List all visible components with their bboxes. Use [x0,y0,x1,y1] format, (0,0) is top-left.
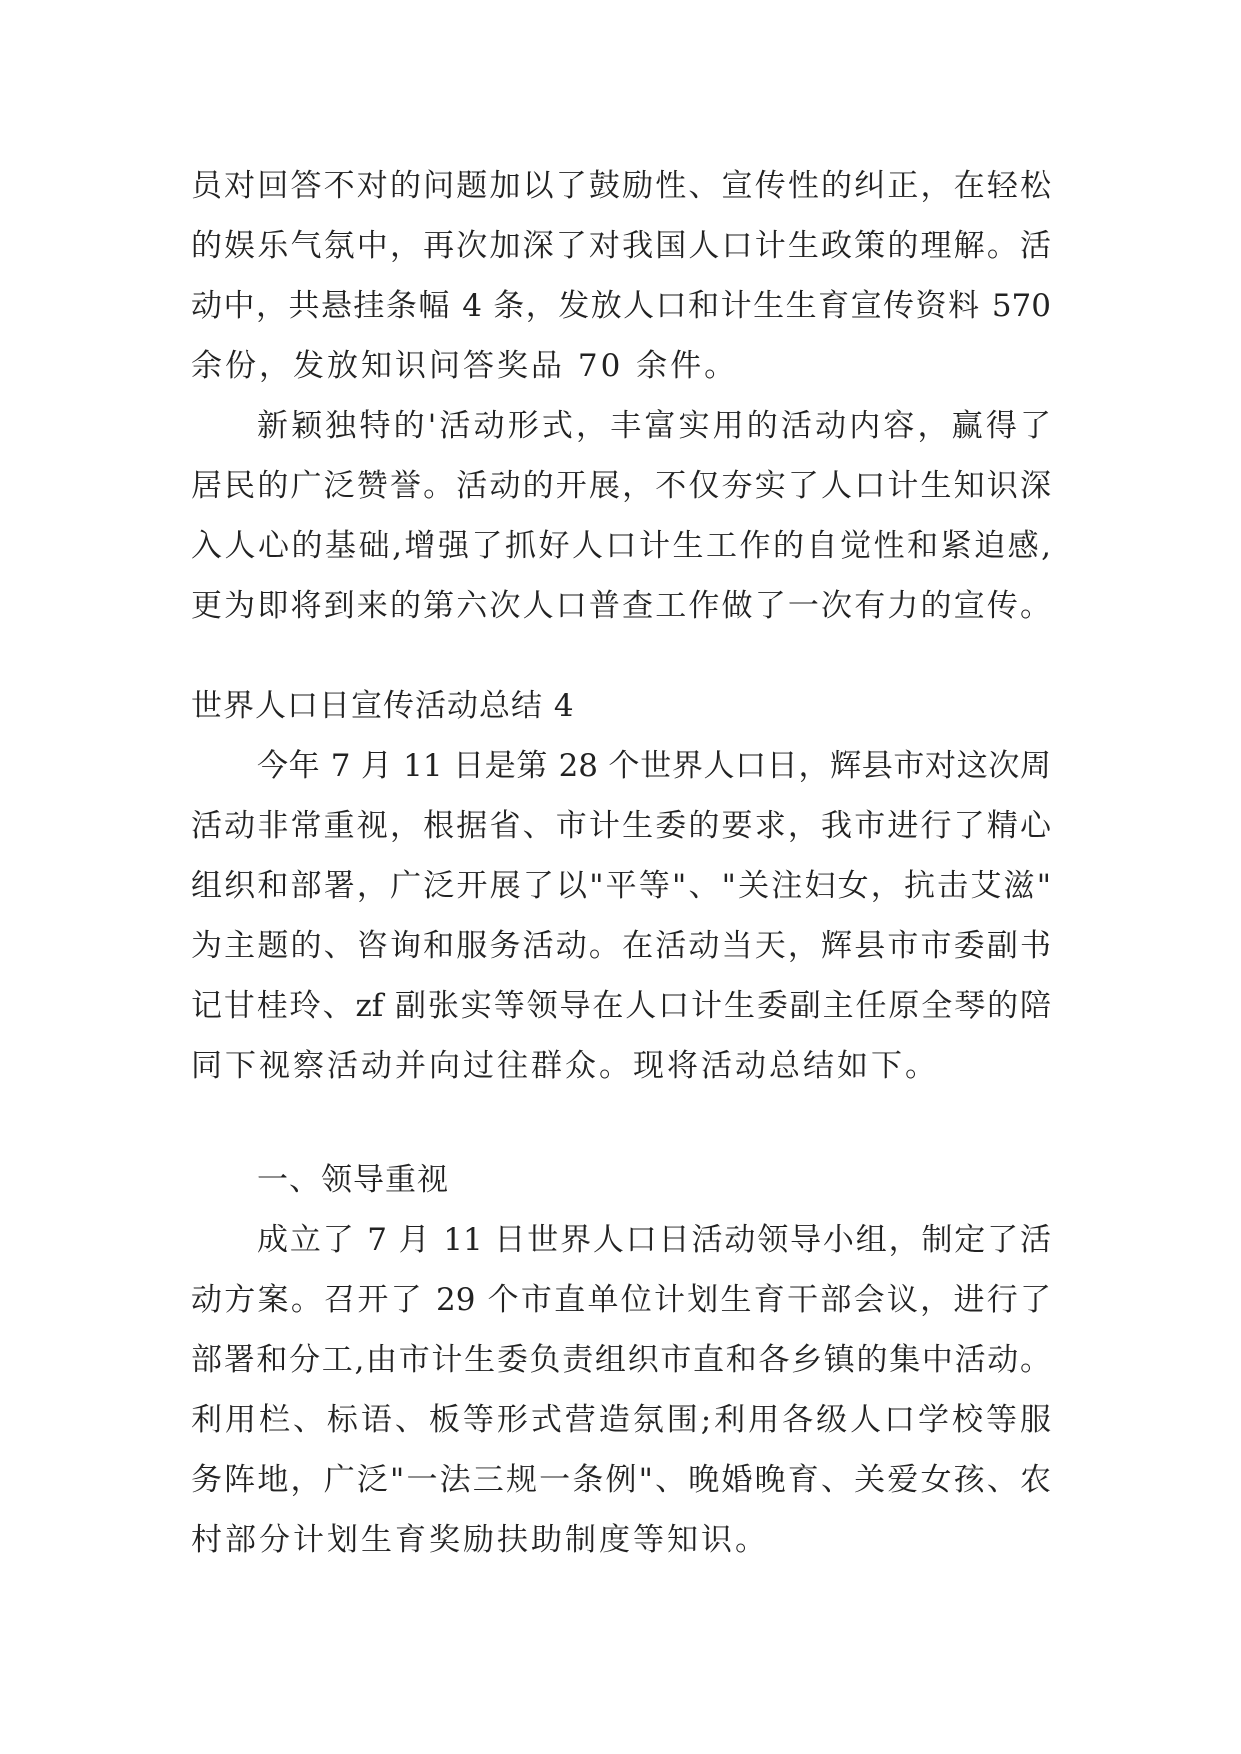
paragraph-3-line-3: 组织和部署，广泛开展了以"平等"、"关注妇女，抗击艾滋" [191,868,1051,904]
paragraph-1-line-2: 的娱乐气氛中，再次加深了对我国人口计生政策的理解。活 [191,228,1051,264]
paragraph-1-line-3: 动中，共悬挂条幅 4 条，发放人口和计生生育宣传资料 570 [191,288,1051,324]
paragraph-2-line-4: 更为即将到来的第六次人口普查工作做了一次有力的宣传。 [191,588,1051,624]
paragraph-2-line-1: 新颖独特的'活动形式，丰富实用的活动内容，赢得了 [257,408,1051,444]
paragraph-4-line-4: 利用栏、标语、板等形式营造氛围;利用各级人口学校等服 [191,1402,1051,1438]
subheading-leadership: 一、领导重视 [257,1162,449,1198]
paragraph-1-line-4: 余份，发放知识问答奖品 70 余件。 [191,348,739,384]
paragraph-4-line-1: 成立了 7 月 11 日世界人口日活动领导小组，制定了活 [257,1222,1051,1258]
paragraph-4-line-3: 部署和分工,由市计生委负责组织市直和各乡镇的集中活动。 [191,1342,1051,1378]
paragraph-3-line-1: 今年 7 月 11 日是第 28 个世界人口日，辉县市对这次周 [257,748,1051,784]
paragraph-3-line-4: 为主题的、咨询和服务活动。在活动当天，辉县市市委副书 [191,928,1051,964]
paragraph-2-line-3: 入人心的基础,增强了抓好人口计生工作的自觉性和紧迫感, [191,528,1051,564]
paragraph-3-line-6: 同下视察活动并向过往群众。现将活动总结如下。 [191,1048,939,1084]
paragraph-4-line-5: 务阵地，广泛"一法三规一条例"、晚婚晚育、关爱女孩、农 [191,1462,1051,1498]
paragraph-2-line-2: 居民的广泛赞誉。活动的开展，不仅夯实了人口计生知识深 [191,468,1051,504]
paragraph-1-line-1: 员对回答不对的问题加以了鼓励性、宣传性的纠正，在轻松 [191,168,1051,204]
paragraph-3-line-5: 记甘桂玲、zf 副张实等领导在人口计生委副主任原全琴的陪 [191,988,1051,1024]
section-title: 世界人口日宣传活动总结 4 [191,688,575,724]
paragraph-4-line-2: 动方案。召开了 29 个市直单位计划生育干部会议，进行了 [191,1282,1051,1318]
paragraph-4-line-6: 村部分计划生育奖励扶助制度等知识。 [191,1522,769,1558]
paragraph-3-line-2: 活动非常重视，根据省、市计生委的要求，我市进行了精心 [191,808,1051,844]
